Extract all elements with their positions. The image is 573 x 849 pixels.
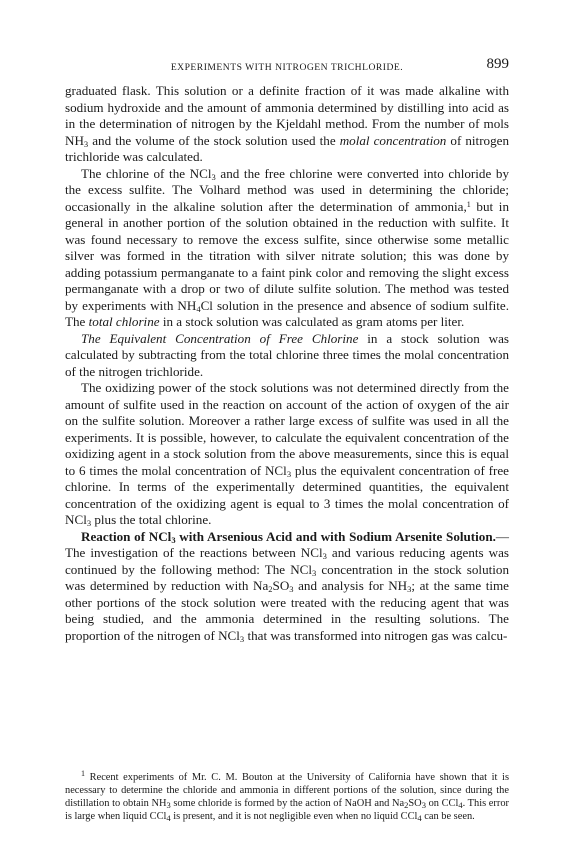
- subscript: 3: [171, 534, 176, 545]
- text-run: SO: [272, 578, 290, 593]
- paragraph-chlorine-method: [65, 166, 509, 331]
- subscript: 3: [166, 800, 171, 810]
- footnote-marker: 1: [81, 769, 85, 778]
- text-run: plus the total chlorine.: [91, 512, 212, 527]
- footnote-reference: 1: [466, 199, 471, 209]
- subscript: 4: [196, 303, 201, 314]
- text-run: and the volume of the stock solution used the: [88, 132, 340, 148]
- subscript: 4: [417, 813, 422, 823]
- heading-text: Reaction of NCl: [81, 528, 172, 544]
- subscript: 2: [404, 800, 409, 810]
- text-run: of nitrogen trichloride was calculated.: [65, 132, 510, 164]
- page-header: [65, 54, 509, 76]
- subscript: 4: [166, 813, 171, 823]
- subscript: 3: [86, 518, 92, 528]
- paragraph-continued: [65, 83, 509, 166]
- text-run: and analysis for NH: [293, 578, 408, 593]
- subscript: 3: [83, 138, 89, 149]
- subscript: 4: [458, 800, 463, 810]
- subscript: 2: [268, 584, 273, 594]
- text-run: is present, and it is not negligible even when no liquid CCl: [170, 811, 418, 822]
- text-run: that was transformed into nitrogen gas was calcu-: [244, 627, 508, 643]
- text-run: Recent experiments of Mr. C. M. Bouton at the University of California have shown that it is necessary to determine the chloride and ammonia in different portions of the solution, since during the distillation to obtain NH: [65, 772, 509, 809]
- subscript: 3: [421, 800, 426, 810]
- text-run: but in general in another portion of the solution obtained in the reduction with sulfite. It was found necessary to remove the excess sulfite, since otherwise some metallic silver was formed in the titration with silver nitrate solution; this was done by adding potassium permanganate to a faint pink color and removing the slight excess permanganate with a drop or two of dilute sulfite solution. The method was tested by experiments with NH: [65, 198, 509, 313]
- section-heading: [81, 529, 496, 544]
- paragraph-free-chlorine: [65, 331, 509, 381]
- text-run: and the free chlorine were converted into chloride by the excess sulfite. The Volhard method was used in determining the chloride; occasionally in the alkaline solution after the determination of ammonia,: [65, 165, 509, 214]
- text-run: Cl solution in the presence and absence of sodium sulfite. The: [65, 297, 509, 329]
- text-run: . This error is large when liquid CCl: [65, 798, 509, 822]
- page-number: 899: [486, 56, 509, 72]
- text-run: some chloride is formed by the action of NaOH and Na: [170, 798, 405, 809]
- paragraph-oxidizing-power: [65, 380, 509, 529]
- subscript: 3: [289, 584, 294, 594]
- text-run: The oxidizing power of the stock solutions was not determined directly from the amount of sulfite used in the reaction on account of the action of oxygen of the air on the sulfite solution. Moreover a rather large excess of sulfite was used in all the experiments. It is possible, however, to calculate the equivalent concentration of the oxidizing agent in a stock solution from the above measurements, since this is equal to 6 times the molal concentration of NCl: [65, 380, 509, 478]
- footnotes: [65, 771, 509, 823]
- subscript: 3: [211, 171, 216, 182]
- footnote-1: [65, 771, 509, 823]
- text-run: in a stock solution was calculated by subtracting from the total chlorine three times the molal concentration of the nitrogen trichloride.: [65, 330, 509, 379]
- emphasis-molal-concentration: molal concentration: [339, 132, 447, 148]
- emphasis-total-chlorine: total chlorine: [88, 314, 160, 329]
- text-run: can be seen.: [421, 811, 475, 822]
- subscript: 3: [286, 468, 292, 479]
- subscript: 3: [312, 567, 317, 578]
- text-run: SO: [408, 798, 422, 809]
- text-run: concentration in the stock solution was determined by reduction with Na: [65, 561, 509, 593]
- subscript: 3: [239, 633, 245, 644]
- running-head: EXPERIMENTS WITH NITROGEN TRICHLORIDE.: [170, 62, 404, 73]
- heading-text: with Arsenious Acid and with Sodium Arsenite Solution.: [175, 528, 496, 544]
- section-arsenious-acid: [65, 529, 509, 645]
- italic-lead-in: The Equivalent Concentration of Free Chlorine: [81, 330, 359, 346]
- text-run: and various reducing agents was continued by the following method: The NCl: [65, 545, 509, 577]
- body-text: [65, 83, 509, 644]
- text-run: ; at the same time other portions of the stock solution were treated with the reducing agent that was being studied, and the ammonia determined in the resulting solutions. The proportion of the nitrogen of NCl: [65, 578, 509, 643]
- subscript: 3: [322, 551, 327, 561]
- text-run: in a stock solution was calculated as gram atoms per liter.: [159, 314, 465, 329]
- text-run: plus the equivalent concentration of free chlorine. In terms of the experimentally determined quantities, the equivalent concentration of the oxidizing agent is equal to 3 times the molal concentration of NCl: [65, 462, 509, 527]
- text-run: graduated flask. This solution or a definite fraction of it was made alkaline with sodium hydroxide and the amount of ammonia determined by distilling into acid as in the determination of nitrogen by the Kjeldahl method. From the number of mols NH: [65, 83, 509, 148]
- text-run: on CCl: [425, 798, 459, 809]
- text-run: —The investigation of the reactions between NCl: [65, 528, 509, 560]
- text-run: The chlorine of the NCl: [81, 165, 212, 181]
- subscript: 3: [407, 584, 412, 594]
